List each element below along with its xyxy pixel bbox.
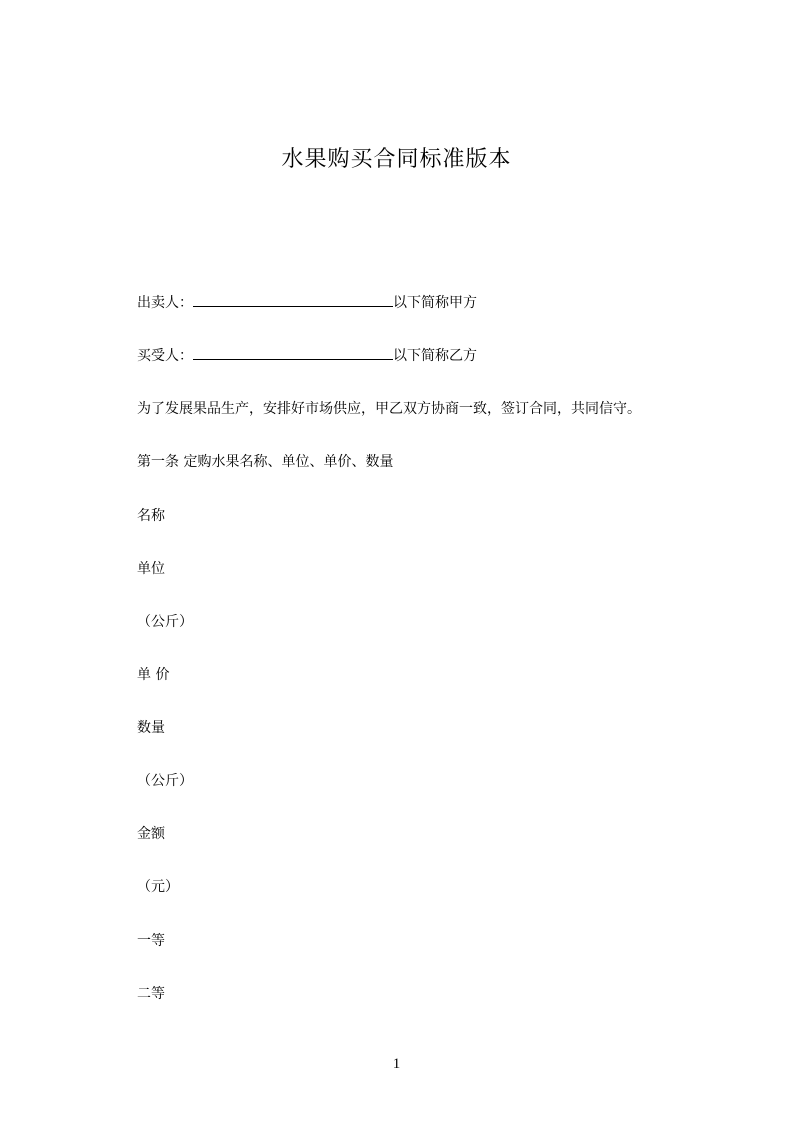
table-line: （公斤） <box>137 773 193 789</box>
table-line: 名称 <box>137 508 165 524</box>
buyer-label: 买受人： <box>137 348 193 364</box>
table-line: 单位 <box>137 561 165 577</box>
table-line: 数量 <box>137 720 165 736</box>
buyer-suffix: 以下简称乙方 <box>393 348 477 364</box>
buyer-line <box>137 345 477 365</box>
buyer-blank-field[interactable] <box>193 345 393 360</box>
table-line: 一等 <box>137 933 165 949</box>
preamble-text: 为了发展果品生产，安排好市场供应，甲乙双方协商一致，签订合同，共同信守。 <box>137 401 641 417</box>
document-title: 水果购买合同标准版本 <box>281 147 512 172</box>
article-1-heading: 第一条 定购水果名称、单位、单价、数量 <box>137 454 394 470</box>
seller-line <box>137 292 477 312</box>
seller-blank-field[interactable] <box>193 292 393 307</box>
table-line: 单 价 <box>137 667 170 683</box>
table-line: 二等 <box>137 986 165 1002</box>
table-line: （元） <box>137 879 179 895</box>
page-number: 1 <box>392 1056 401 1072</box>
table-line: （公斤） <box>137 614 193 630</box>
table-line: 金额 <box>137 826 165 842</box>
seller-suffix: 以下简称甲方 <box>393 295 477 311</box>
seller-label: 出卖人： <box>137 295 193 311</box>
